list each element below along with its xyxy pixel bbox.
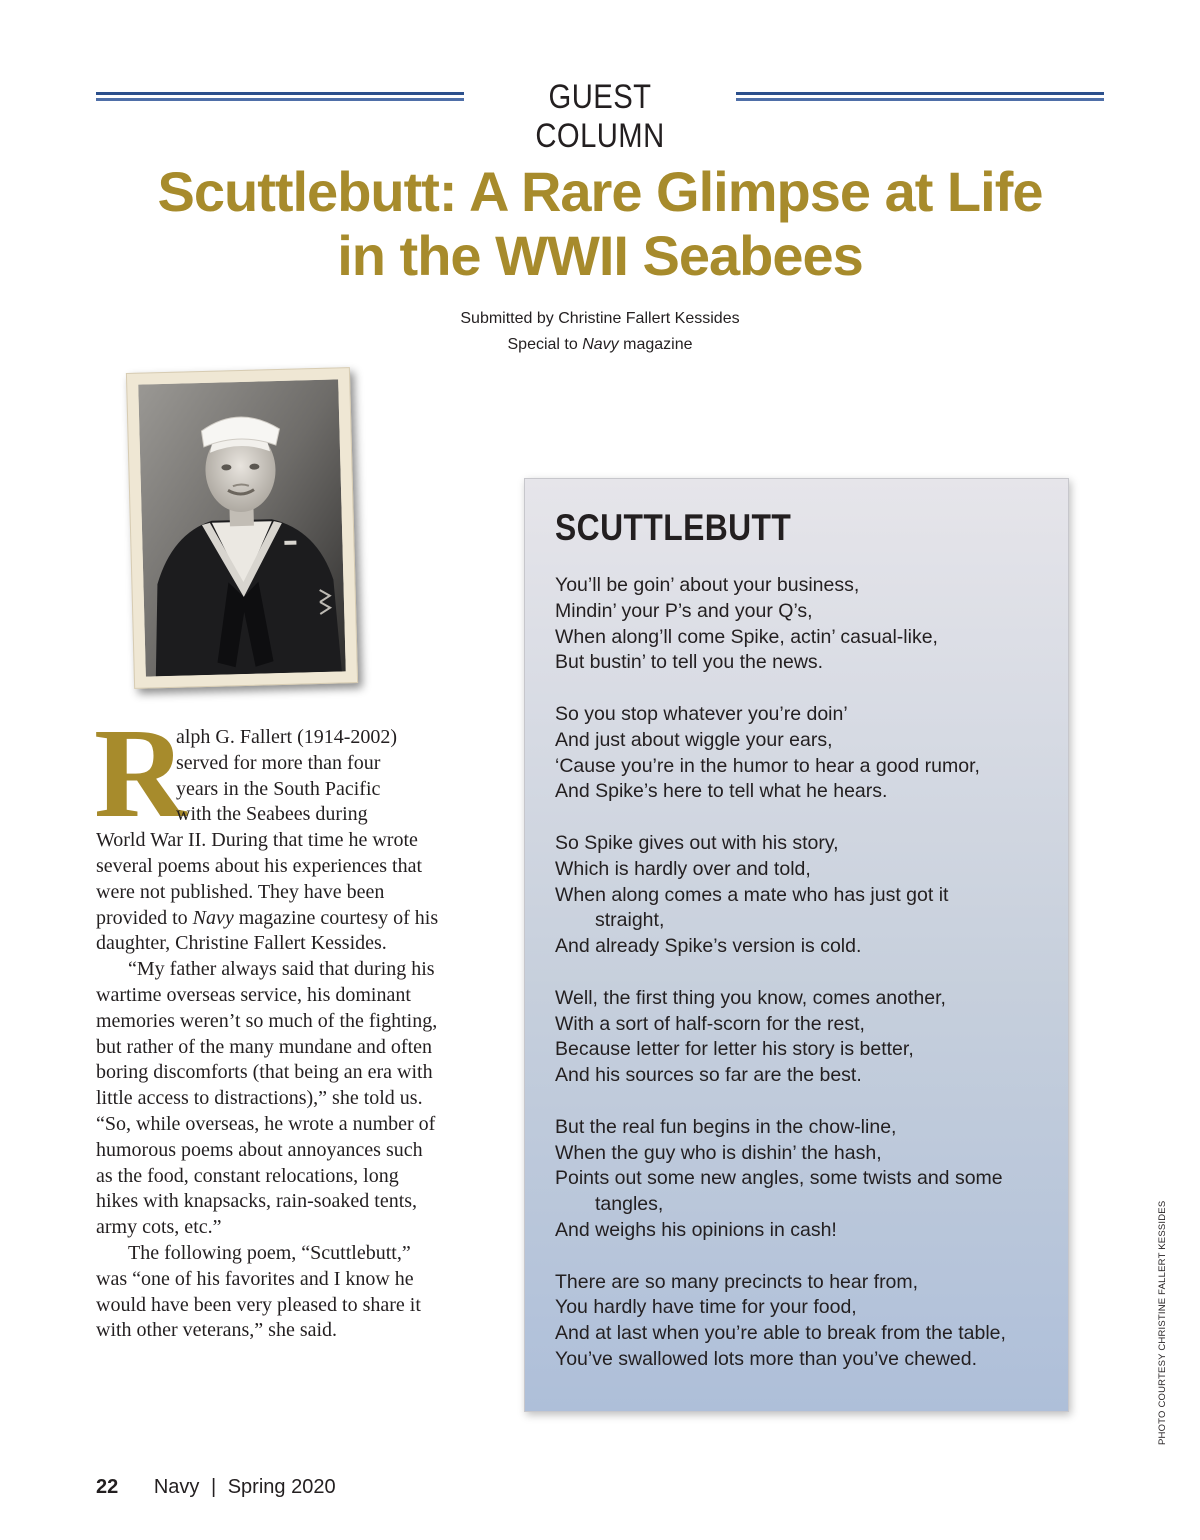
poem-title: SCUTTLEBUTT	[555, 507, 792, 548]
footer-separator: |	[210, 1476, 217, 1498]
poem-line: So you stop whatever you’re doin’	[555, 702, 848, 725]
page-footer	[96, 1476, 336, 1506]
poem-line-continuation: straight,	[595, 909, 665, 932]
dropcap-wrap-line: with the Seabees during	[176, 803, 368, 826]
poem-line: You hardly have time for your food,	[555, 1296, 857, 1319]
header-rule-left	[96, 92, 464, 102]
section-kicker: GUEST COLUMN	[535, 78, 665, 155]
photo-credit: PHOTO COURTESY CHRISTINE FALLERT KESSIDES	[1157, 1200, 1168, 1445]
poem-line-continuation: tangles,	[595, 1193, 664, 1216]
poem-line: Well, the first thing you know, comes another,	[555, 986, 946, 1009]
dropcap-wrap-line: years in the South Pacific	[176, 777, 381, 800]
byline	[300, 306, 900, 358]
poem-line: And just about wiggle your ears,	[555, 728, 833, 751]
poem-stanza	[555, 831, 1055, 960]
poem-line: Mindin’ your P’s and your Q’s,	[555, 599, 813, 622]
poem-line: Points out some new angles, some twists and some	[555, 1167, 1003, 1190]
poem-line: Because letter for letter his story is better,	[555, 1038, 914, 1061]
magazine-name-italic: Navy	[192, 906, 234, 929]
poem-line: But bustin’ to tell you the news.	[555, 651, 824, 674]
article-paragraph-3: The following poem, “Scuttlebutt,” was “one of his favorites and I know he would have been very pleased to share it with other veterans,” she said.	[96, 1241, 421, 1342]
headline-line-1: Scuttlebutt: A Rare Glimpse at Life	[157, 160, 1043, 223]
poem-stanza	[555, 573, 1055, 676]
poem-line: When along comes a mate who has just got it	[555, 883, 949, 906]
paragraph-1-text-b: magazine courtesy of his daughter, Christine Fallert Kessides.	[96, 906, 439, 955]
poem-line: With a sort of half-scorn for the rest,	[555, 1012, 865, 1035]
poem-stanza	[555, 1270, 1055, 1373]
sailor-portrait-image	[138, 379, 346, 676]
article-paragraph-2: “My father always said that during his wartime overseas service, his dominant memories weren’t so much of the fighting, but rather of the many mundane and often boring discomforts (that being an era with little access to distractions),” she told us. “So, while overseas, he wrote a number of humorous poems about annoyances such as the food, constant relocations, long hikes with knapsacks, rain-soaked tents, army cots, etc.”	[96, 958, 438, 1239]
byline-suffix: magazine	[623, 336, 693, 353]
poem-line: ‘Cause you’re in the humor to hear a good rumor,	[555, 754, 980, 777]
poem-stanza	[555, 986, 1055, 1089]
dropcap-wrap-line: served for more than four	[176, 751, 381, 774]
poem-line: There are so many precincts to hear from,	[555, 1270, 919, 1293]
byline-prefix: Special to	[507, 336, 578, 353]
poem-line: And weighs his opinions in cash!	[555, 1218, 837, 1241]
poem-line: You’ll be goin’ about your business,	[555, 574, 860, 596]
dropcap-wrap-line: alph G. Fallert (1914-2002)	[176, 726, 398, 748]
poem-line: So Spike gives out with his story,	[555, 831, 839, 854]
poem-sidebar	[524, 478, 1069, 1412]
poem-line: When along’ll come Spike, actin’ casual-like,	[555, 625, 938, 648]
poem-line: And his sources so far are the best.	[555, 1064, 862, 1087]
byline-magazine-name: Navy	[582, 336, 619, 353]
poem-line: When the guy who is dishin’ the hash,	[555, 1141, 882, 1164]
poem-line: You’ve swallowed lots more than you’ve chewed.	[555, 1347, 978, 1370]
poem-line: And at last when you’re able to break from the table,	[555, 1322, 1006, 1345]
header-rule-right	[736, 92, 1104, 102]
page-number: 22	[96, 1476, 119, 1498]
headline-line-2: in the WWII Seabees	[337, 224, 863, 287]
byline-special	[300, 332, 900, 358]
poem-line: But the real fun begins in the chow-line,	[555, 1115, 897, 1138]
poem-line: Which is hardly over and told,	[555, 857, 811, 880]
poem-stanza	[555, 702, 1055, 805]
byline-author: Submitted by Christine Fallert Kessides	[460, 310, 740, 327]
publication-name: Navy	[153, 1476, 200, 1498]
poem-text	[555, 573, 1055, 1373]
poem-line: And already Spike’s version is cold.	[555, 935, 862, 958]
article-paragraph-1	[96, 725, 441, 957]
sailor-portrait-photo	[126, 367, 358, 689]
paragraph-1-text-a: World War II. During that time he wrote several poems about his experiences that were not published. They have been provided to	[96, 829, 422, 929]
article-headline	[96, 160, 1104, 288]
poem-line: And Spike’s here to tell what he hears.	[555, 780, 888, 803]
poem-stanza	[555, 1115, 1055, 1244]
issue-date: Spring 2020	[227, 1476, 336, 1498]
drop-cap: R	[94, 702, 187, 844]
article-body	[96, 725, 441, 1344]
section-header	[96, 78, 1104, 155]
